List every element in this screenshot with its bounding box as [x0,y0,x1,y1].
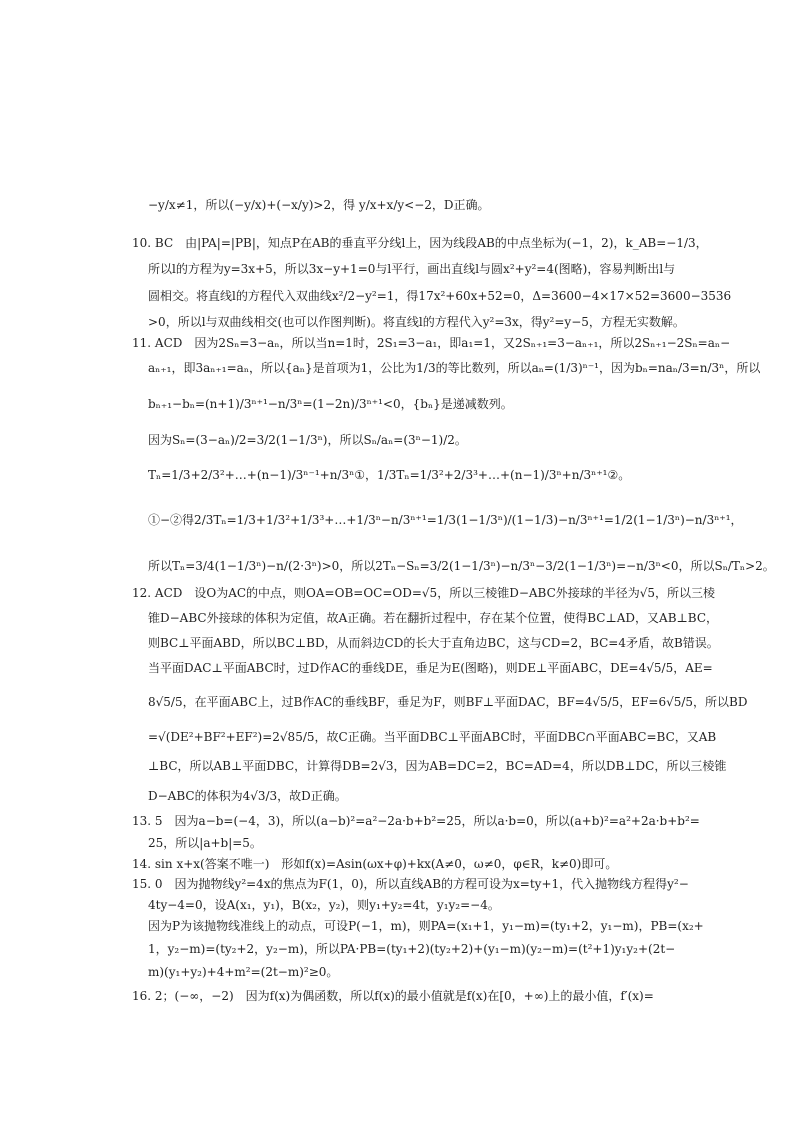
text-line: 4ty−4=0，设A(x₁，y₁)，B(x₂，y₂)，则y₁+y₂=4t，y₁y₂=−4。 [148,898,500,912]
text-line: 所以l的方程为y=3x+5，所以3x−y+1=0与l平行，画出直线l与圆x²+y²=4(图略)，容易判断出l与 [148,262,676,276]
text-line: bₙ₊₁−bₙ=(n+1)/3ⁿ⁺¹−n/3ⁿ=(1−2n)/3ⁿ⁺¹<0，{bₙ}是递减数列。 [148,397,513,411]
text-line: =√(DE²+BF²+EF²)=2√85/5，故C正确。当平面DBC⊥平面ABC时，平面DBC∩平面ABC=BC，又AB [148,730,717,744]
text-line: −y/x≠1，所以(−y/x)+(−x/y)>2，得 y/x+x/y<−2，D正确。 [148,198,490,212]
text-line: aₙ₊₁，即3aₙ₊₁=aₙ，所以{aₙ}是首项为1，公比为1/3的等比数列，所以aₙ=(1/3)ⁿ⁻¹，因为bₙ=naₙ/3=n/3ⁿ，所以 [148,361,761,375]
text-line: 8√5/5，在平面ABC上，过B作AC的垂线BF，垂足为F，则BF⊥平面DAC，BF=4√5/5，EF=6√5/5，所以BD [148,695,748,709]
answer-11: 11. ACD 因为2Sₙ=3−aₙ，所以当n=1时，2S₁=3−a₁，即a₁=1，又2Sₙ₊₁=3−aₙ₊₁，所以2Sₙ₊₁−2Sₙ=aₙ− [132,336,731,350]
text-line: 当平面DAC⊥平面ABC时，过D作AC的垂线DE，垂足为E(图略)，则DE⊥平面ABC，DE=4√5/5，AE= [148,661,713,675]
answer-16: 16. 2；(−∞，−2) 因为f(x)为偶函数，所以f(x)的最小值就是f(x)在[0，+∞)上的最小值，f′(x)= [132,989,654,1003]
text-line: 则BC⊥平面ABD，所以BC⊥BD，从而斜边CD的长大于直角边BC，这与CD=2，BC=4矛盾，故B错误。 [148,636,719,650]
text-line: m)(y₁+y₂)+4+m²=(2t−m)²≥0。 [148,965,339,979]
text-line: Tₙ=1/3+2/3²+…+(n−1)/3ⁿ⁻¹+n/3ⁿ①，1/3Tₙ=1/3²+2/3³+…+(n−1)/3ⁿ+n/3ⁿ⁺¹②。 [148,468,631,482]
text-line: 因为Sₙ=(3−aₙ)/2=3/2(1−1/3ⁿ)，所以Sₙ/aₙ=(3ⁿ−1)/2。 [148,433,467,447]
text-line: 锥D−ABC外接球的体积为定值，故A正确。若在翻折过程中，存在某个位置，使得BC⊥AD，又AB⊥BC， [148,611,719,625]
text-line: 25，所以|a+b|=5。 [148,836,262,850]
text-line: 圆相交。将直线l的方程代入双曲线x²/2−y²=1，得17x²+60x+52=0，Δ=3600−4×17×52=3600−3536 [148,289,732,303]
text-line: 因为P为该抛物线准线上的动点，可设P(−1，m)，则PA=(x₁+1，y₁−m)=(ty₁+2，y₁−m)，PB=(x₂+ [148,919,704,933]
answer-15: 15. 0 因为抛物线y²=4x的焦点为F(1，0)，所以直线AB的方程可设为x=ty+1，代入抛物线方程得y²− [132,877,689,891]
text-line: 所以Tₙ=3/4(1−1/3ⁿ)−n/(2·3ⁿ)>0，所以2Tₙ−Sₙ=3/2(1−1/3ⁿ)−n/3ⁿ−3/2(1−1/3ⁿ)=−n/3ⁿ<0，所以Sₙ/Tₙ>2。 [148,559,775,573]
text-line: D−ABC的体积为4√3/3，故D正确。 [148,789,347,803]
answer-10: 10. BC 由|PA|=|PB|，知点P在AB的垂直平分线l上，因为线段AB的中点坐标为(−1，2)，k_AB=−1/3， [132,236,708,250]
text-line: 1，y₂−m)=(ty₂+2，y₂−m)，所以PA·PB=(ty₁+2)(ty₂+2)+(y₁−m)(y₂−m)=(t²+1)y₁y₂+(2t− [148,942,676,956]
answer-14: 14. sin x+x(答案不唯一) 形如f(x)=Asin(ωx+φ)+kx(A≠0，ω≠0，φ∈R，k≠0)即可。 [132,857,618,871]
text-line: >0，所以l与双曲线相交(也可以作图判断)。将直线l的方程代入y²=3x，得y²=y−5，方程无实数解。 [148,315,685,329]
text-line: ①−②得2/3Tₙ=1/3+1/3²+1/3³+…+1/3ⁿ−n/3ⁿ⁺¹=1/3(1−1/3ⁿ)/(1−1/3)−n/3ⁿ⁺¹=1/2(1−1/3ⁿ)−n/3ⁿ⁺¹， [148,513,743,527]
text-line: ⊥BC，所以AB⊥平面DBC，计算得DB=2√3，因为AB=DC=2，BC=AD=4，所以DB⊥DC，所以三棱锥 [148,759,727,773]
answer-12: 12. ACD 设O为AC的中点，则OA=OB=OC=OD=√5，所以三棱锥D−ABC外接球的半径为√5，所以三棱 [132,586,716,600]
answer-13: 13. 5 因为a−b=(−4，3)，所以(a−b)²=a²−2a·b+b²=25，所以a·b=0，所以(a+b)²=a²+2a·b+b²= [132,814,700,828]
